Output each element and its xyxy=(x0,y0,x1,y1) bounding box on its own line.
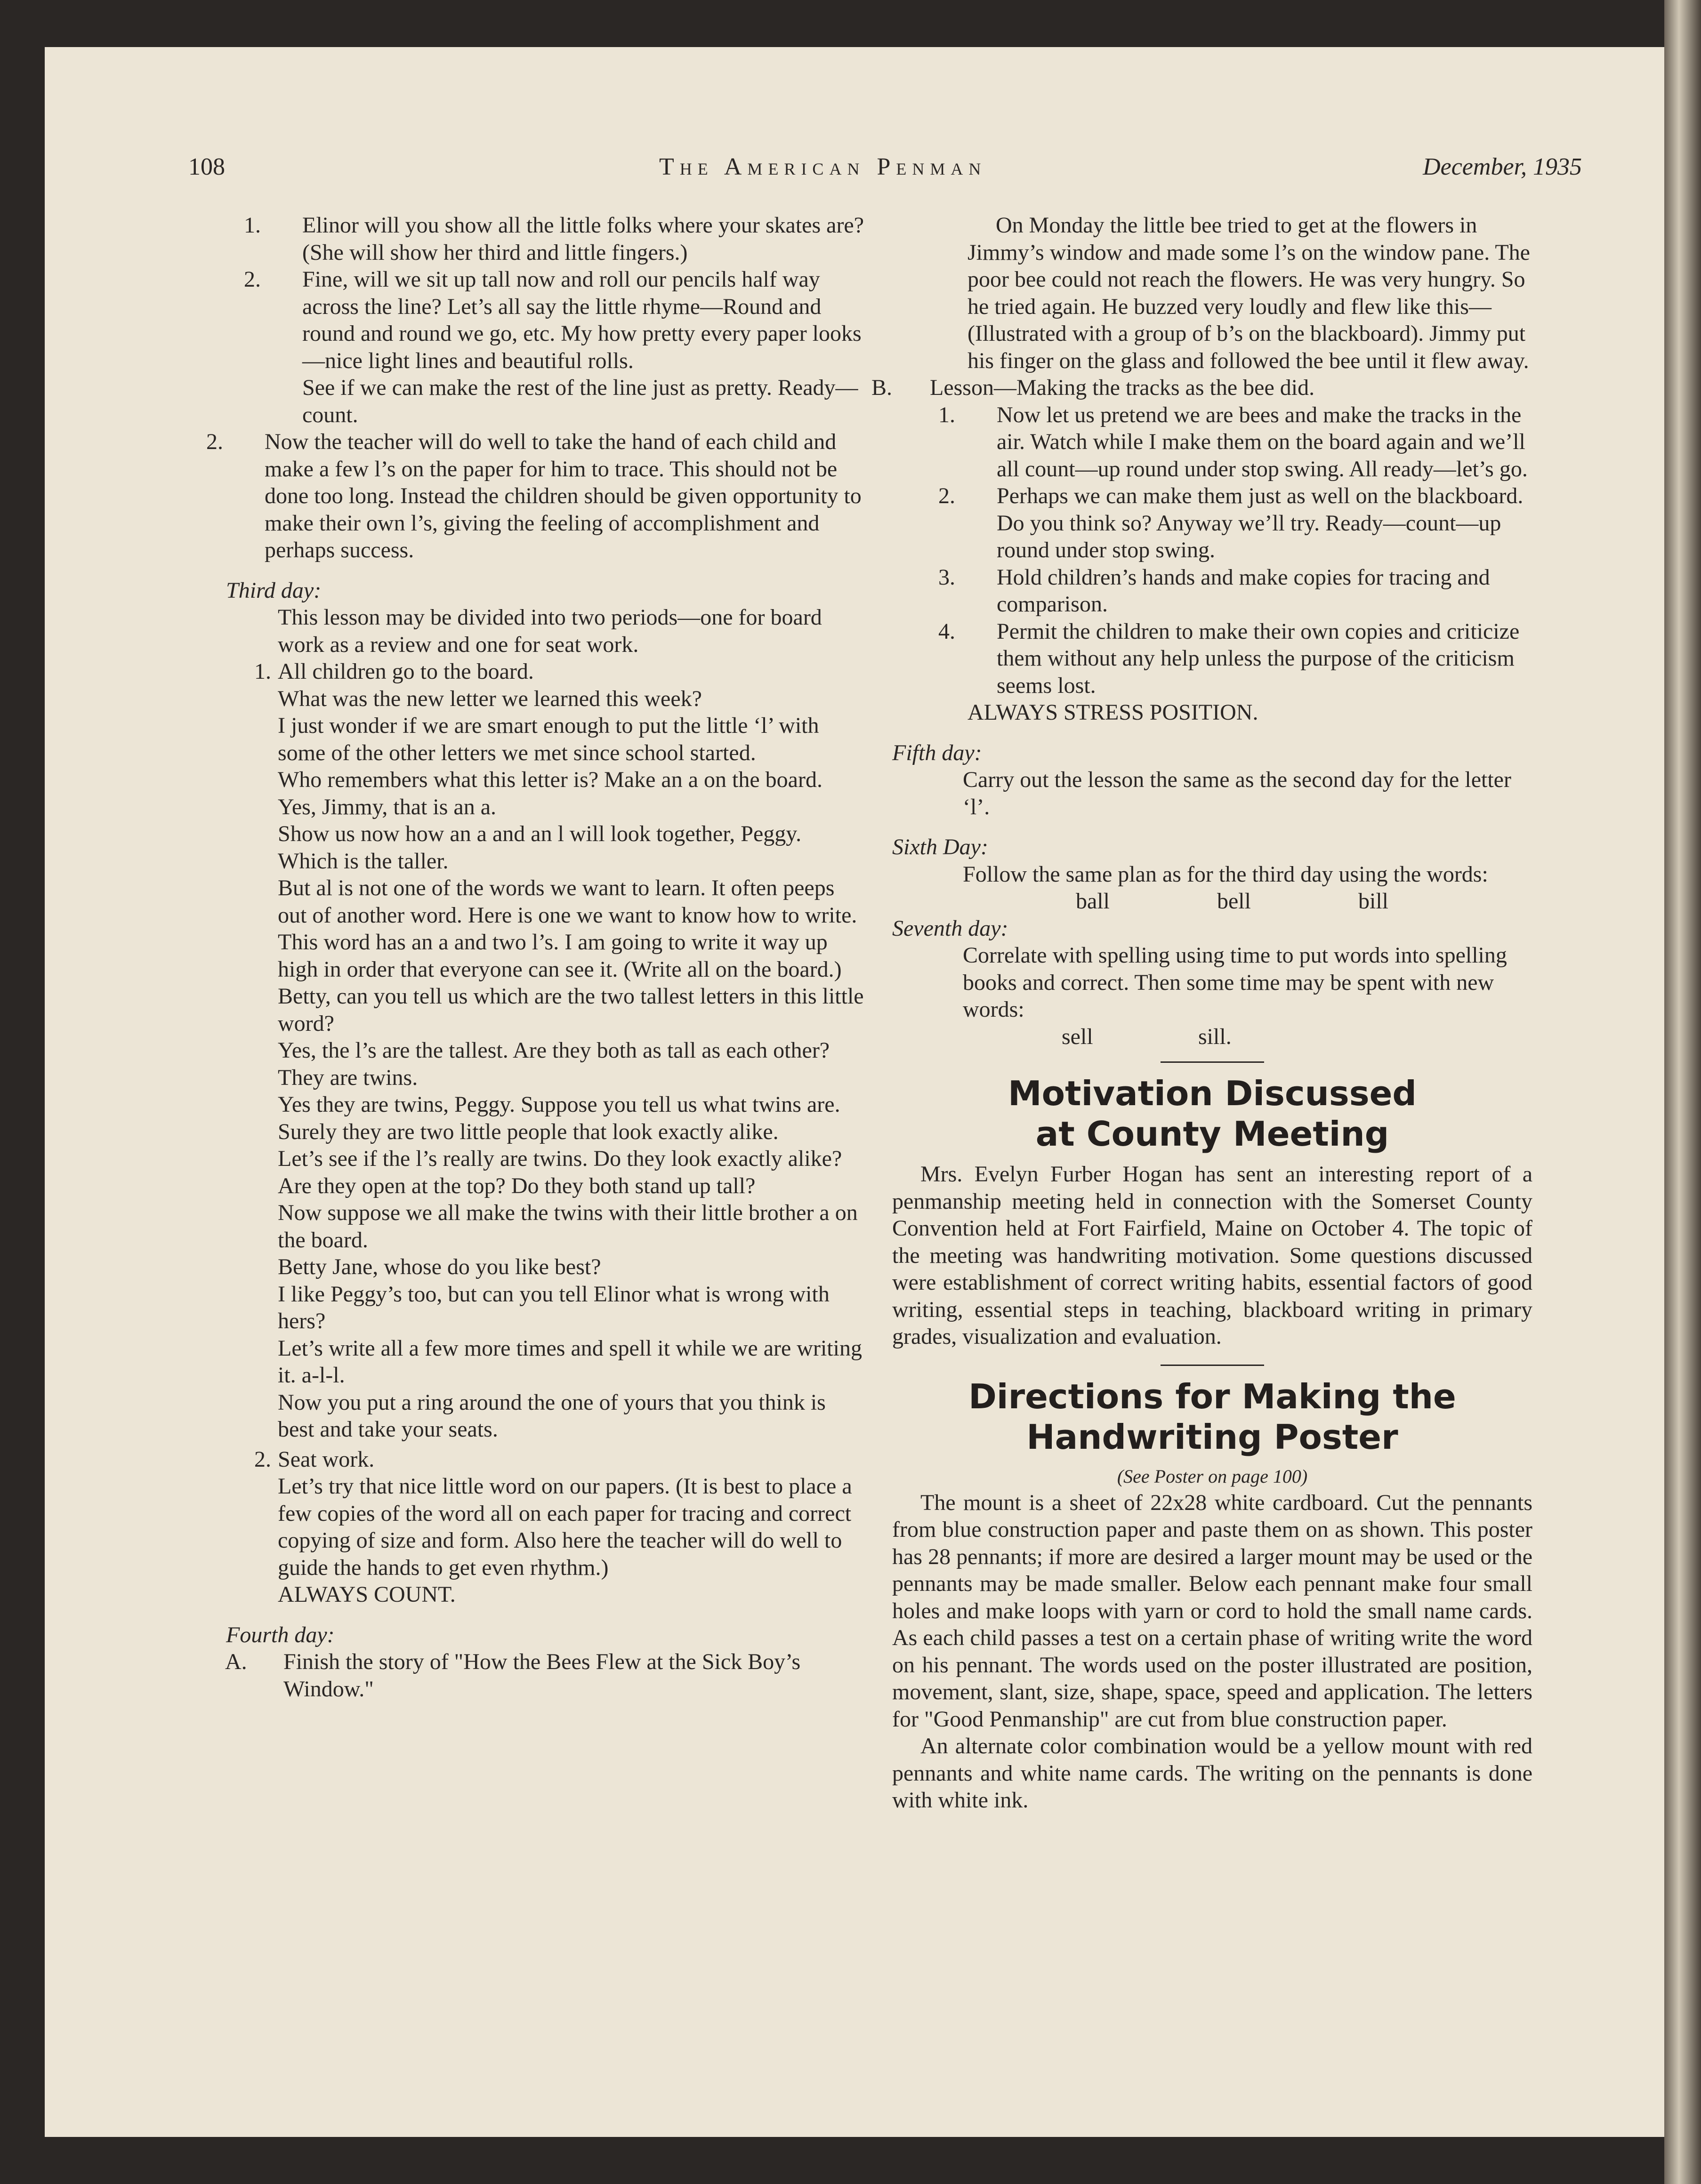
scan-bottom-margin xyxy=(0,2137,1664,2184)
dialogue-line: Yes they are twins, Peggy. Suppose you tell us what twins are. xyxy=(278,1092,840,1117)
word: sill. xyxy=(1198,1024,1232,1049)
dialogue-line: ALWAYS COUNT. xyxy=(278,1582,456,1607)
paragraph: This lesson may be divided into two periods—one for board work as a review and one for seat work. xyxy=(278,605,822,657)
paragraph-bee-story: On Monday the little bee tried to get at the flowers in Jimmy’s window and made some l’s on the window pane. The poor bee could not reach the flowers. He was very hungry. So he tried again. He buzzed very loudly and flew like this—(Illustrated with a group of b’s on the blackboard). Jimmy put his finger on the glass and followed the bee until it flew away. xyxy=(967,213,1530,373)
word: bell xyxy=(1217,889,1251,914)
right-column xyxy=(871,212,1532,1814)
list-item: 3. Hold children’s hands and make copies for tracing and comparison. xyxy=(938,564,1490,617)
word: sell xyxy=(1062,1024,1093,1049)
paragraph: Carry out the lesson the same as the second day for the letter ‘l’. xyxy=(963,767,1511,819)
word-list xyxy=(892,888,1532,915)
divider xyxy=(1161,1365,1264,1366)
dialogue-line: Let’s see if the l’s really are twins. Do they look exactly alike? Are they open at the top? Do they both stand up tall? xyxy=(278,1146,842,1198)
stress-note: ALWAYS STRESS POSITION. xyxy=(967,700,1258,725)
dialogue-line: I just wonder if we are smart enough to put the little ‘l’ with some of the other letters we met since school started. xyxy=(278,713,819,765)
seat-work xyxy=(226,1446,866,1608)
list-item: 1. Elinor will you show all the little folks where your skates are? (She will show her third and little fingers.) xyxy=(244,213,864,265)
section-heading-third-day: Third day: xyxy=(226,578,322,603)
article-body: The mount is a sheet of 22x28 white cardboard. Cut the pennants from blue construction paper and paste them on as shown. This poster has 28 pennants; if more are desired a larger mount may be used or the pennants may be made smaller. Below each pennant make four small holes and make loops with yarn or cord to hold the small name cards. As each child passes a test on a certain phase of writing write the word on his pennant. The words used on the poster illustrated are position, movement, slant, size, shape, space, speed and application. The letters for "Good Penmanship" are cut from blue construction paper. xyxy=(892,1490,1532,1732)
running-header xyxy=(188,153,1582,191)
list-item: 4. Permit the children to make their own copies and criticize them without any help unless the purpose of the criticism seems lost. xyxy=(938,618,1520,698)
section-heading-sixth-day: Sixth Day: xyxy=(892,835,988,859)
dialogue-line: But al is not one of the words we want to learn. It often peeps out of another word. Here is one we want to know how to write. This word has an a and two l’s. I am going to write it way up high in order that everyone can see it. (Write all on the board.) xyxy=(278,875,857,982)
divider xyxy=(1161,1061,1264,1063)
list-item: A. Finish the story of "How the Bees Flew at the Sick Boy’s Window." xyxy=(225,1649,801,1702)
list-item-continuation: See if we can make the rest of the line just as pretty. Ready—count. xyxy=(302,375,858,427)
dialogue-line: Who remembers what this letter is? Make an a on the board. xyxy=(278,767,822,792)
list-item: 1. Now let us pretend we are bees and make the tracks in the air. Watch while I make them on the board again and we’ll all count—up round under stop swing. All ready—let’s go. xyxy=(938,402,1528,482)
paragraph: Follow the same plan as for the third day using the words: xyxy=(963,861,1488,887)
dialogue-line: Surely they are two little people that look exactly alike. xyxy=(278,1119,779,1144)
paragraph: Correlate with spelling using time to put words into spelling books and correct. Then some time may be spent with new words: xyxy=(963,943,1507,1022)
section-heading-fifth-day: Fifth day: xyxy=(892,740,982,765)
word-list xyxy=(892,1023,1532,1051)
board-work xyxy=(226,658,866,1443)
dialogue-line: Let’s write all a few more times and spell it while we are writing it. a-l-l. xyxy=(278,1335,862,1388)
list-a xyxy=(226,212,866,428)
dialogue-line: Let’s try that nice little word on our papers. (It is best to place a few copies of the word all on each paper for tracing and correct copying of size and form. Also here the teacher will do well to guide the hands to get even rhythm.) xyxy=(278,1474,852,1580)
issue-date: December, 1935 xyxy=(1423,153,1582,180)
word: ball xyxy=(1076,889,1110,914)
dialogue-line: Betty, can you tell us which are the two tallest letters in this little word? xyxy=(278,984,864,1036)
dialogue-line: They are twins. xyxy=(278,1065,418,1090)
list-item: 2. Fine, will we sit up tall now and roll our pencils half way across the line? Let’s all say the little rhyme—Round and round and round we go, etc. My how pretty every paper looks —nice light lines and beautiful rolls. xyxy=(244,267,862,373)
page-spine-edge xyxy=(1664,0,1701,2184)
article-body: Mrs. Evelyn Furber Hogan has sent an interesting report of a penmanship meeting held in connection with the Somerset County Convention held at Fort Fairfield, Maine on October 4. The topic of the meeting was handwriting motivation. Some questions discussed were establishment of correct writing habits, essential factors of good writing, essential steps in teaching, blackboard writing in primary grades, visualization and evaluation. xyxy=(892,1162,1532,1349)
lesson-list xyxy=(892,401,1532,699)
article-title: Directions for Making the Handwriting Poster xyxy=(968,1376,1456,1457)
dialogue-line: Show us now how an a and an l will look together, Peggy. Which is the taller. xyxy=(278,821,802,874)
publication-title: The American Penman xyxy=(659,153,987,180)
list-number: 2. xyxy=(254,1446,271,1472)
left-column xyxy=(206,212,866,1702)
article-title: Motivation Discussed at County Meeting xyxy=(1008,1074,1417,1154)
dialogue-line: Now you put a ring around the one of yours that you think is best and take your seats. xyxy=(278,1389,826,1442)
dialogue-line: Now suppose we all make the twins with their little brother a on the board. xyxy=(278,1200,858,1253)
page-number: 108 xyxy=(188,153,225,180)
section-heading-fourth-day: Fourth day: xyxy=(226,1622,335,1647)
dialogue-line: Yes, the l’s are the tallest. Are they both as tall as each other? xyxy=(278,1038,830,1063)
dialogue-line: Betty Jane, whose do you like best? xyxy=(278,1254,601,1279)
list-item: 2. Perhaps we can make them just as well on the blackboard. Do you think so? Anyway we’ll try. Ready—count—up round under stop swing. xyxy=(938,483,1524,562)
list-item: B. Lesson—Making the tracks as the bee did. xyxy=(871,375,1315,400)
dialogue-line: Yes, Jimmy, that is an a. xyxy=(278,794,497,819)
article-body: An alternate color combination would be a yellow mount with red pennants and white name cards. The writing on the pennants is done with white ink. xyxy=(892,1734,1532,1813)
article-subtitle: (See Poster on page 100) xyxy=(1117,1465,1308,1487)
word: bill xyxy=(1358,889,1389,914)
dialogue-line: I like Peggy’s too, but can you tell Elinor what is wrong with hers? xyxy=(278,1281,830,1333)
list-item: 2. Now the teacher will do well to take the hand of each child and make a few l’s on the paper for him to trace. This should not be done too long. Instead the children should be given opportunity to make their own l’s, giving the feeling of accomplishment and perhaps success. xyxy=(206,429,862,562)
section-heading-seventh-day: Seventh day: xyxy=(892,915,1008,941)
dialogue-line: Seat work. xyxy=(278,1446,375,1472)
dialogue-line: What was the new letter we learned this week? xyxy=(278,686,702,711)
dialogue-line: All children go to the board. xyxy=(278,659,534,684)
list-number: 1. xyxy=(254,659,271,684)
